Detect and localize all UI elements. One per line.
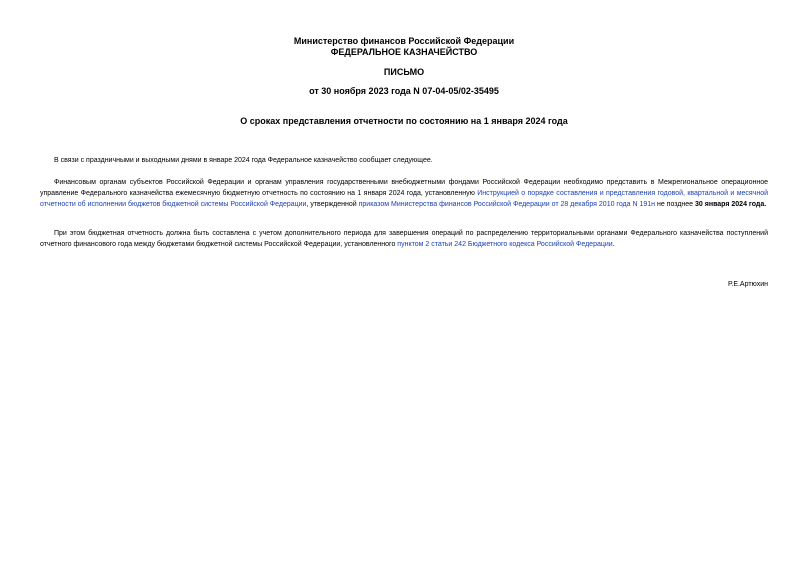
document-subject: О сроках представления отчетности по состоянию на 1 января 2024 года [240,116,568,126]
treasury-name: ФЕДЕРАЛЬНОЕ КАЗНАЧЕЙСТВО [330,47,478,57]
paragraph-text: . [612,241,615,248]
paragraph-text: не позднее [655,201,696,208]
budget-code-link[interactable]: пунктом 2 статьи 242 Бюджетного кодекса Российской Федерации [397,241,613,248]
signature: Р.Е.Артюхин [728,281,768,288]
instruction-link[interactable]: Инструкцией о порядке составления и представления годовой, квартальной и месячной отчетности об исполнении бюджетов бюджетной системы Российской Федерации [40,190,769,208]
paragraph-text: Финансовым органам субъектов Российской Федерации и органам управления государственными внебюджетными фондами Российской Федерации необходимо представить в Межрегиональное операционное управление Федерального казначейства ежемесячную бюджетную отчетность по состоянию на 1 января 2024 года, установленную [40,179,768,197]
paragraph-intro [40,155,768,166]
paragraph-text: , утвержденной [306,201,359,208]
paragraph-reporting-deadline [40,177,768,210]
deadline-date: 30 января 2024 года. [695,201,767,208]
paragraph-additional-period [40,228,768,250]
order-link[interactable]: приказом Министерства финансов Российской Федерации от 28 декабря 2010 года N 191н [358,201,656,208]
ministry-name: Министерство финансов Российской Федерации [293,36,515,46]
document-page [40,0,768,571]
document-number: от 30 ноября 2023 года N 07-04-05/02-35495 [309,86,499,96]
document-type: ПИСЬМО [383,67,425,77]
paragraph-text: При этом бюджетная отчетность должна быть составлена с учетом дополнительного периода для завершения операций по распределению территориальными органами Федерального казначейства поступлений отчетного финансового года между бюджетами бюджетной системы Российской Федерации, установленного [40,230,768,248]
paragraph-intro-text: В связи с праздничными и выходными днями в январе 2024 года Федеральное казначейство сообщает следующее. [54,157,433,164]
